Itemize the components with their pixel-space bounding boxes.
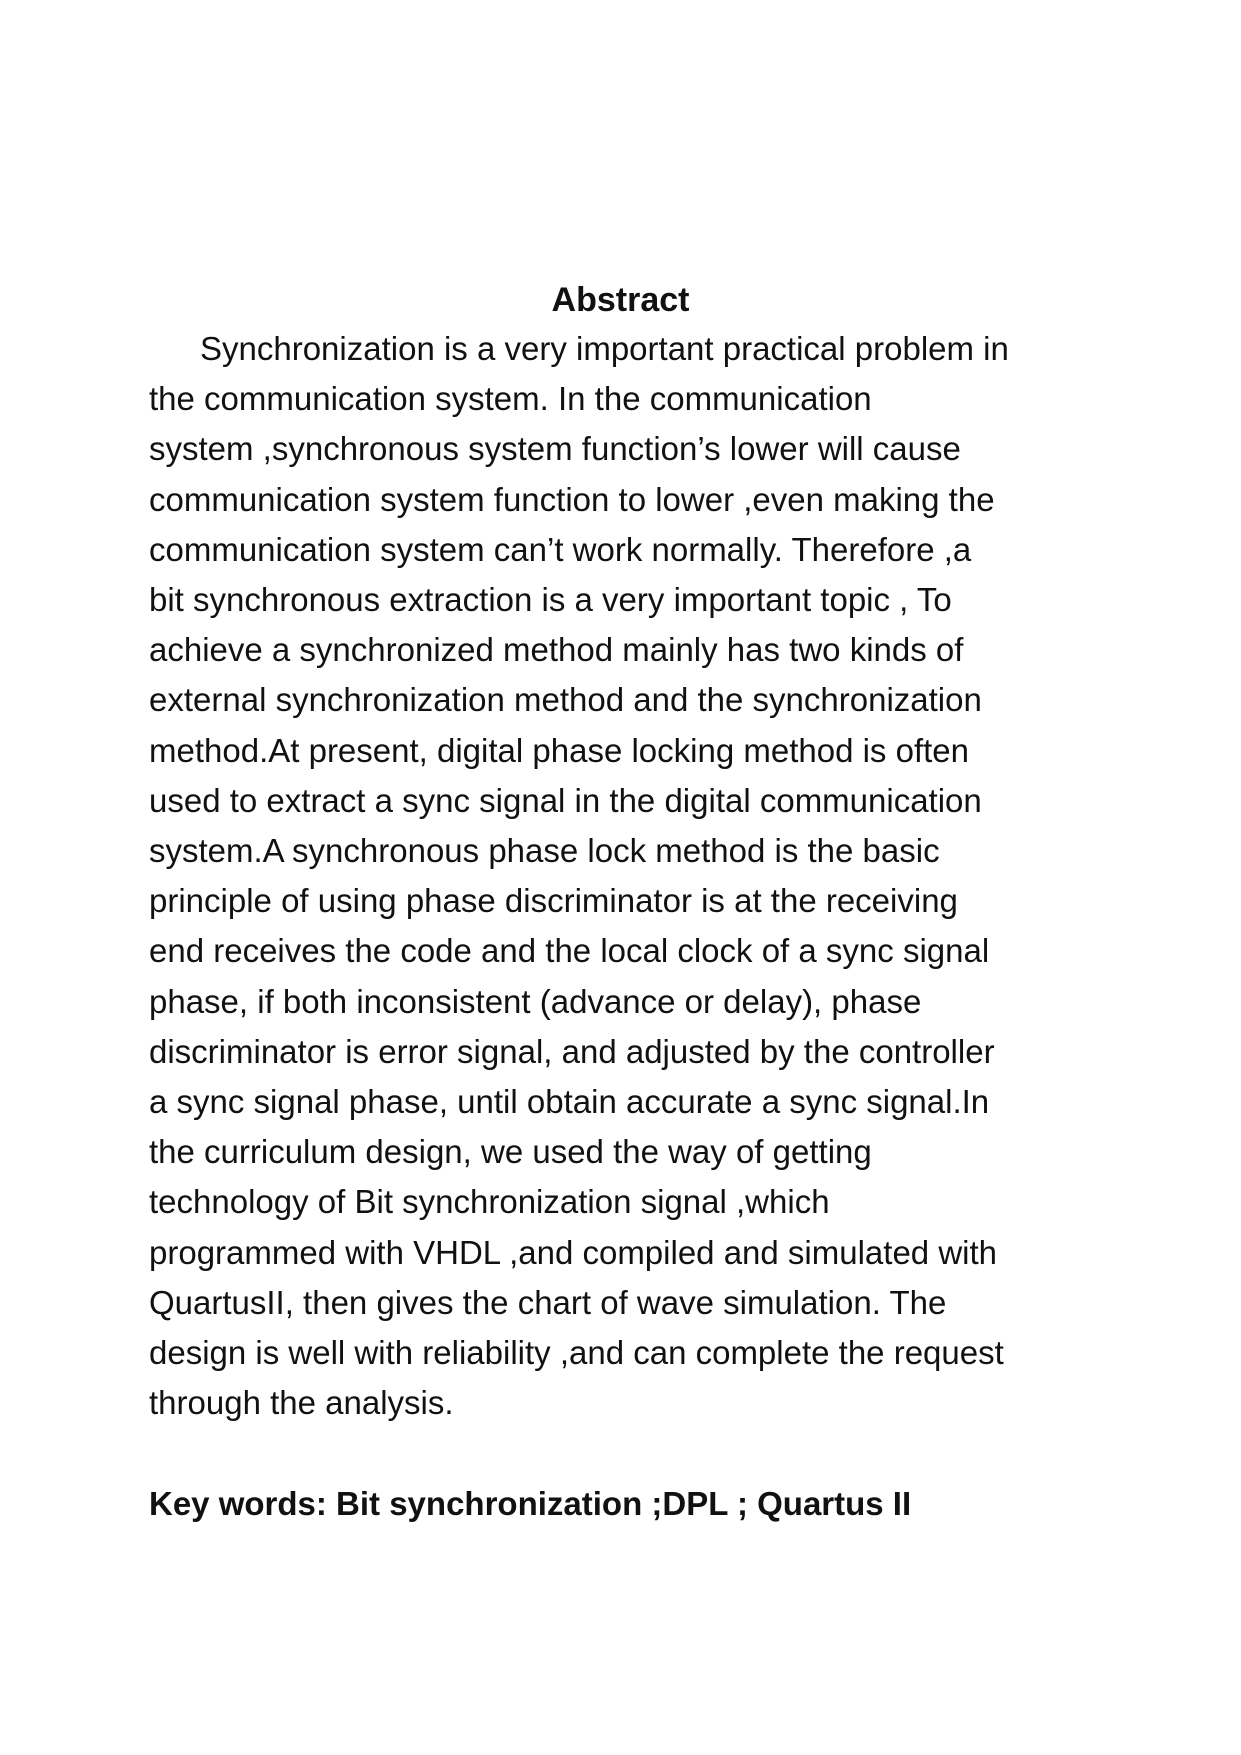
abstract-line: a sync signal phase, until obtain accurate a sync signal.In <box>149 1083 990 1121</box>
abstract-line: phase, if both inconsistent (advance or delay), phase <box>149 982 922 1020</box>
abstract-line: system.A synchronous phase lock method is the basic <box>149 832 940 870</box>
abstract-line: the communication system. In the communication <box>149 380 872 418</box>
abstract-line: end receives the code and the local clock of a sync signal <box>149 932 990 970</box>
abstract-line: system ,synchronous system function’s lower will cause <box>149 430 961 468</box>
abstract-heading: Abstract <box>551 281 690 319</box>
keywords-line: Key words: Bit synchronization ;DPL ; Quartus II <box>149 1485 912 1522</box>
abstract-line: discriminator is error signal, and adjusted by the controller <box>149 1032 995 1070</box>
abstract-line: method.At present, digital phase locking method is often <box>149 731 969 769</box>
abstract-line: technology of Bit synchronization signal ,which <box>149 1183 830 1221</box>
abstract-line: the curriculum design, we used the way of getting <box>149 1133 872 1171</box>
abstract-line: QuartusII, then gives the chart of wave simulation. The <box>149 1283 947 1321</box>
abstract-line: principle of using phase discriminator is at the receiving <box>149 882 958 920</box>
abstract-line: communication system can’t work normally. Therefore ,a <box>149 530 972 568</box>
abstract-line: achieve a synchronized method mainly has two kinds of <box>149 631 964 669</box>
abstract-line: design is well with reliability ,and can complete the request <box>149 1334 1004 1372</box>
abstract-paragraph <box>149 324 1109 1428</box>
abstract-line: communication system function to lower ,even making the <box>149 480 995 518</box>
abstract-line: bit synchronous extraction is a very important topic , To <box>149 581 952 619</box>
abstract-line: Synchronization is a very important practical problem in <box>200 330 1009 367</box>
abstract-line: programmed with VHDL ,and compiled and simulated with <box>149 1233 998 1271</box>
abstract-line: used to extract a sync signal in the digital communication <box>149 781 982 819</box>
abstract-line: through the analysis. <box>149 1384 454 1422</box>
abstract-line: external synchronization method and the synchronization <box>149 681 982 719</box>
